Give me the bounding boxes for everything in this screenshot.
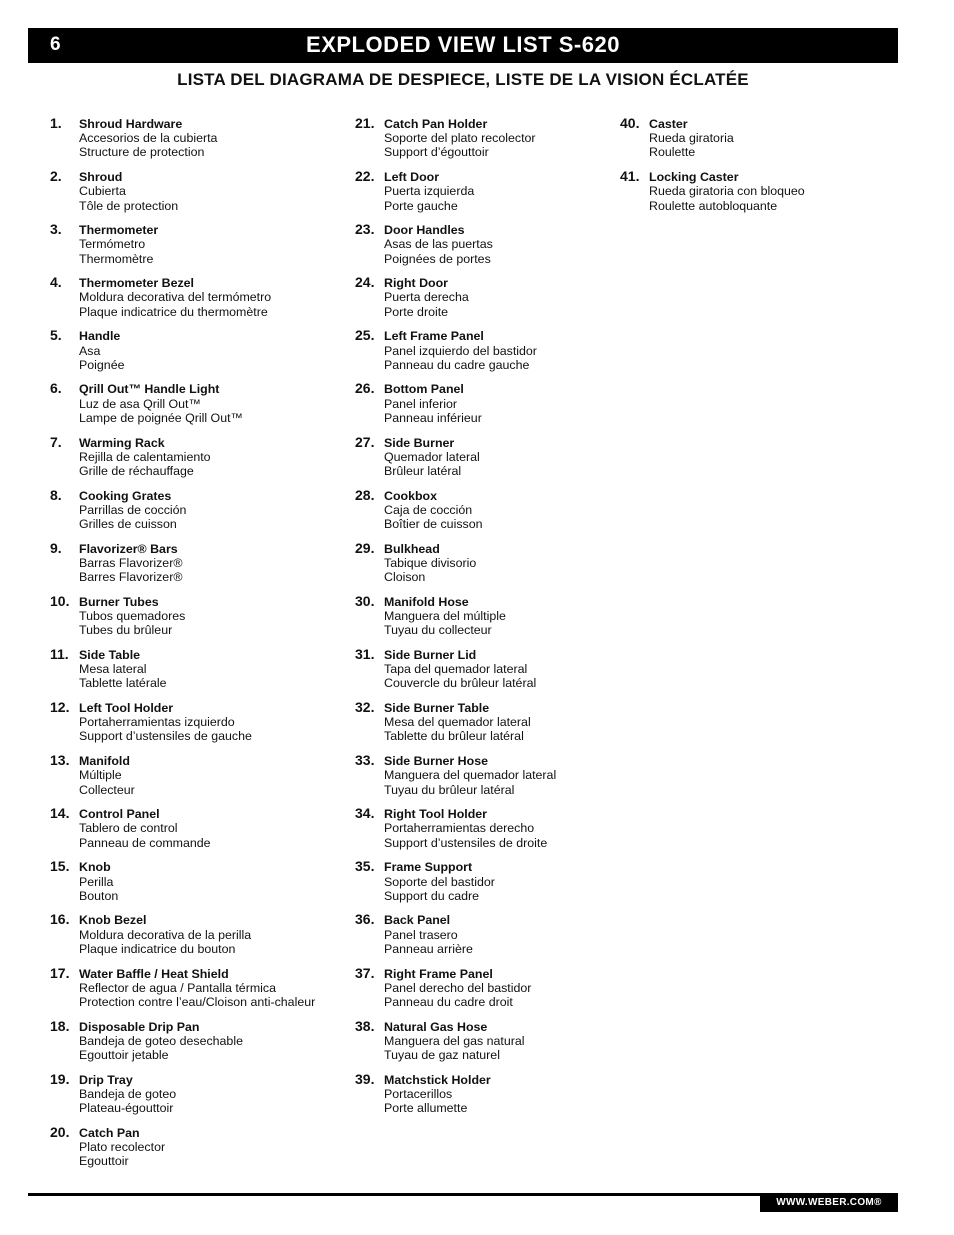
part-name-en: Bottom Panel: [384, 382, 464, 397]
part-name-en: Control Panel: [79, 807, 160, 822]
part-name-es: Panel inferior: [384, 396, 458, 411]
page-title: EXPLODED VIEW LIST S-620: [306, 32, 620, 57]
part-name-es: Tabique divisorio: [384, 555, 477, 570]
part-number: 20.: [50, 1123, 70, 1140]
part-name-fr: Plaque indicatrice du thermomètre: [79, 304, 268, 319]
part-number: 39.: [355, 1070, 375, 1087]
part-name-fr: Panneau du cadre gauche: [384, 357, 530, 372]
part-name-es: Parrillas de cocción: [79, 502, 187, 517]
part-number: 5.: [50, 327, 62, 344]
part-name-fr: Support du cadre: [384, 888, 480, 903]
part-name-es: Tapa del quemador lateral: [384, 662, 528, 677]
part-item: [355, 752, 615, 805]
part-number: 11.: [50, 645, 69, 662]
part-item: [50, 115, 340, 168]
part-name-fr: Plateau-égouttoir: [79, 1101, 174, 1116]
part-name-es: Portaherramientas izquierdo: [79, 715, 235, 730]
part-name-en: Knob: [79, 860, 111, 875]
part-item: [355, 115, 615, 168]
part-item: [355, 168, 615, 221]
part-name-fr: Boîtier de cuisson: [384, 517, 483, 532]
part-name-fr: Grilles de cuisson: [79, 517, 177, 532]
part-name-es: Panel derecho del bastidor: [384, 980, 532, 995]
part-name-es: Mesa lateral: [79, 662, 147, 677]
part-name-fr: Poignées de portes: [384, 251, 491, 266]
part-item: [50, 434, 340, 487]
part-item: [355, 274, 615, 327]
part-name-es: Bandeja de goteo desechable: [79, 1033, 243, 1048]
part-number: 38.: [355, 1017, 375, 1034]
part-item: [50, 858, 340, 911]
part-name-fr: Tubes du brûleur: [79, 623, 173, 638]
part-name-en: Side Burner Lid: [384, 647, 477, 662]
part-number: 3.: [50, 221, 62, 238]
part-number: 4.: [50, 274, 62, 291]
part-item: [620, 168, 890, 221]
part-number: 2.: [50, 168, 62, 185]
part-name-es: Termómetro: [79, 237, 146, 252]
part-name-en: Thermometer: [79, 223, 159, 238]
part-name-es: Rueda giratoria: [649, 131, 734, 146]
part-name-en: Side Burner: [384, 435, 455, 450]
part-name-fr: Porte gauche: [384, 198, 458, 213]
part-name-en: Left Tool Holder: [79, 701, 174, 716]
part-number: 33.: [355, 752, 375, 769]
part-name-fr: Plaque indicatrice du bouton: [79, 941, 236, 956]
part-item: [355, 380, 615, 433]
part-name-en: Back Panel: [384, 913, 451, 928]
part-name-fr: Panneau arrière: [384, 941, 473, 956]
part-number: 26.: [355, 380, 375, 397]
part-number: 36.: [355, 911, 375, 928]
parts-column-3: [620, 115, 890, 221]
part-name-en: Right Tool Holder: [384, 807, 488, 822]
part-number: 9.: [50, 539, 62, 556]
part-name-fr: Barres Flavorizer®: [79, 570, 183, 585]
parts-column-1: [50, 115, 340, 1177]
part-name-fr: Structure de protection: [79, 145, 205, 160]
part-name-es: Luz de asa Qrill Out™: [79, 396, 201, 411]
part-name-fr: Grille de réchauffage: [79, 463, 194, 478]
part-number: 40.: [620, 115, 640, 131]
part-name-en: Caster: [649, 117, 688, 131]
part-name-es: Manguera del gas natural: [384, 1033, 525, 1048]
part-name-en: Knob Bezel: [79, 913, 147, 928]
part-name-en: Side Burner Hose: [384, 754, 488, 769]
part-name-es: Portaherramientas derecho: [384, 821, 535, 836]
part-name-es: Múltiple: [79, 768, 122, 783]
part-number: 16.: [50, 911, 70, 928]
part-name-en: Shroud: [79, 170, 123, 185]
part-name-en: Side Burner Table: [384, 701, 490, 716]
part-name-fr: Lampe de poignée Qrill Out™: [79, 410, 243, 425]
part-name-es: Puerta derecha: [384, 290, 469, 305]
part-number: 17.: [50, 964, 70, 981]
part-number: 21.: [355, 115, 375, 131]
part-item: [50, 646, 340, 699]
part-number: 18.: [50, 1017, 70, 1034]
part-name-es: Quemador lateral: [384, 449, 480, 464]
part-number: 23.: [355, 221, 375, 238]
part-item: [50, 168, 340, 221]
part-item: [355, 1018, 615, 1071]
part-name-en: Door Handles: [384, 223, 465, 238]
part-number: 24.: [355, 274, 375, 291]
part-name-en: Burner Tubes: [79, 594, 159, 609]
part-name-es: Tubos quemadores: [79, 609, 186, 624]
part-name-es: Asa: [79, 343, 101, 358]
part-name-fr: Roulette autobloquante: [649, 198, 778, 213]
part-item: [355, 965, 615, 1018]
part-name-es: Mesa del quemador lateral: [384, 715, 531, 730]
part-name-en: Water Baffle / Heat Shield: [79, 966, 229, 981]
part-name-fr: Protection contre l’eau/Cloison anti-chaleur: [79, 994, 316, 1009]
part-item: [355, 221, 615, 274]
part-name-fr: Brûleur latéral: [384, 463, 462, 478]
part-name-es: Rejilla de calentamiento: [79, 449, 211, 464]
part-name-fr: Porte allumette: [384, 1101, 468, 1116]
part-number: 22.: [355, 168, 375, 185]
part-name-es: Manguera del múltiple: [384, 609, 506, 624]
part-name-fr: Support d’ustensiles de gauche: [79, 729, 252, 744]
part-name-en: Cookbox: [384, 488, 438, 503]
part-name-es: Soporte del bastidor: [384, 874, 495, 889]
part-name-fr: Tablette du brûleur latéral: [384, 729, 524, 744]
part-name-fr: Egouttoir jetable: [79, 1048, 169, 1062]
part-name-es: Plato recolector: [79, 1139, 166, 1154]
part-name-en: Side Table: [79, 647, 141, 662]
part-number: 28.: [355, 486, 375, 503]
part-name-es: Panel izquierdo del bastidor: [384, 343, 537, 358]
part-number: 15.: [50, 858, 70, 875]
part-number: 1.: [50, 115, 62, 131]
part-name-es: Perilla: [79, 874, 114, 889]
part-item: [50, 699, 340, 752]
part-name-es: Tablero de control: [79, 821, 178, 836]
part-name-fr: Couvercle du brûleur latéral: [384, 676, 537, 691]
part-number: 25.: [355, 327, 375, 344]
part-name-fr: Tablette latérale: [79, 676, 167, 691]
part-item: [50, 805, 340, 858]
part-item: [50, 540, 340, 593]
part-name-en: Disposable Drip Pan: [79, 1019, 200, 1034]
part-name-en: Manifold Hose: [384, 594, 469, 609]
part-name-en: Thermometer Bezel: [79, 276, 194, 291]
part-number: 37.: [355, 964, 375, 981]
part-name-es: Moldura decorativa del termómetro: [79, 290, 272, 305]
part-item: [50, 965, 340, 1018]
part-name-es: Barras Flavorizer®: [79, 555, 183, 570]
part-name-fr: Panneau du cadre droit: [384, 994, 513, 1009]
part-number: 30.: [355, 592, 375, 609]
part-number: 10.: [50, 592, 70, 609]
part-number: 8.: [50, 486, 62, 503]
part-name-fr: Collecteur: [79, 782, 135, 797]
part-name-fr: Cloison: [384, 570, 426, 585]
part-item: [50, 221, 340, 274]
part-item: [50, 593, 340, 646]
part-item: [355, 593, 615, 646]
part-number: 34.: [355, 805, 375, 822]
part-item: [620, 115, 890, 168]
part-name-fr: Support d’égouttoir: [384, 145, 489, 160]
part-name-es: Bandeja de goteo: [79, 1086, 177, 1101]
part-name-en: Shroud Hardware: [79, 117, 183, 131]
part-name-es: Accesorios de la cubierta: [79, 131, 218, 146]
part-item: [355, 646, 615, 699]
part-name-es: Rueda giratoria con bloqueo: [649, 184, 805, 199]
part-name-fr: Thermomètre: [79, 251, 154, 266]
part-name-fr: Egouttoir: [79, 1154, 129, 1169]
part-name-en: Locking Caster: [649, 170, 739, 185]
part-item: [50, 487, 340, 540]
part-name-en: Frame Support: [384, 860, 473, 875]
part-name-en: Right Door: [384, 276, 449, 291]
part-name-en: Left Door: [384, 170, 440, 185]
part-item: [355, 1071, 615, 1124]
part-name-en: Manifold: [79, 754, 130, 769]
part-item: [355, 805, 615, 858]
part-name-en: Right Frame Panel: [384, 966, 493, 981]
part-name-en: Warming Rack: [79, 435, 165, 450]
part-name-en: Cooking Grates: [79, 488, 172, 503]
part-name-es: Caja de cocción: [384, 502, 473, 517]
part-name-fr: Bouton: [79, 888, 119, 903]
part-item: [355, 487, 615, 540]
part-name-es: Panel trasero: [384, 927, 458, 942]
part-name-fr: Tuyau de gaz naturel: [384, 1048, 500, 1062]
part-name-es: Portacerillos: [384, 1086, 453, 1101]
part-item: [50, 1124, 340, 1177]
part-number: 19.: [50, 1070, 70, 1087]
part-item: [50, 327, 340, 380]
part-item: [50, 1018, 340, 1071]
part-name-en: Matchstick Holder: [384, 1072, 491, 1087]
part-name-fr: Tuyau du brûleur latéral: [384, 782, 515, 797]
part-item: [50, 380, 340, 433]
part-name-en: Bulkhead: [384, 541, 440, 556]
part-name-fr: Roulette: [649, 145, 696, 160]
part-number: 27.: [355, 433, 375, 450]
part-name-en: Natural Gas Hose: [384, 1019, 488, 1034]
part-name-fr: Poignée: [79, 357, 125, 372]
part-name-en: Qrill Out™ Handle Light: [79, 382, 220, 397]
part-number: 35.: [355, 858, 375, 875]
parts-column-2: [355, 115, 615, 1124]
part-name-en: Handle: [79, 329, 121, 344]
part-item: [50, 911, 340, 964]
part-number: 32.: [355, 699, 375, 716]
part-name-en: Catch Pan: [79, 1125, 140, 1140]
part-number: 6.: [50, 380, 62, 397]
page-number: 6: [50, 34, 61, 55]
part-item: [50, 274, 340, 327]
part-name-fr: Panneau de commande: [79, 835, 211, 850]
part-name-fr: Support d’ustensiles de droite: [384, 835, 548, 850]
part-item: [355, 434, 615, 487]
part-number: 31.: [355, 645, 375, 662]
part-number: 29.: [355, 539, 375, 556]
part-number: 14.: [50, 805, 70, 822]
part-name-es: Asas de las puertas: [384, 237, 493, 252]
part-name-fr: Panneau inférieur: [384, 410, 482, 425]
part-name-fr: Tôle de protection: [79, 198, 179, 213]
part-item: [355, 699, 615, 752]
part-number: 13.: [50, 752, 70, 769]
part-name-en: Catch Pan Holder: [384, 117, 488, 131]
part-name-es: Manguera del quemador lateral: [384, 768, 557, 783]
part-item: [355, 858, 615, 911]
part-name-es: Reflector de agua / Pantalla térmica: [79, 980, 276, 995]
part-number: 7.: [50, 433, 62, 450]
header-bar: [28, 28, 898, 63]
part-name-en: Drip Tray: [79, 1072, 133, 1087]
part-item: [355, 540, 615, 593]
part-name-en: Left Frame Panel: [384, 329, 484, 344]
page-subtitle: LISTA DEL DIAGRAMA DE DESPIECE, LISTE DE LA VISION ÉCLATÉE: [177, 70, 749, 89]
part-name-fr: Tuyau du collecteur: [384, 623, 492, 638]
part-number: 41.: [620, 168, 640, 185]
part-name-es: Moldura decorativa de la perilla: [79, 927, 252, 942]
part-number: 12.: [50, 699, 70, 716]
part-name-es: Soporte del plato recolector: [384, 131, 536, 146]
part-name-es: Cubierta: [79, 184, 126, 199]
part-item: [355, 911, 615, 964]
part-item: [355, 327, 615, 380]
part-name-en: Flavorizer® Bars: [79, 541, 178, 556]
part-name-es: Puerta izquierda: [384, 184, 475, 199]
part-item: [50, 1071, 340, 1124]
footer-url: WWW.WEBER.COM®: [760, 1194, 898, 1212]
part-name-fr: Porte droite: [384, 304, 449, 319]
part-item: [50, 752, 340, 805]
